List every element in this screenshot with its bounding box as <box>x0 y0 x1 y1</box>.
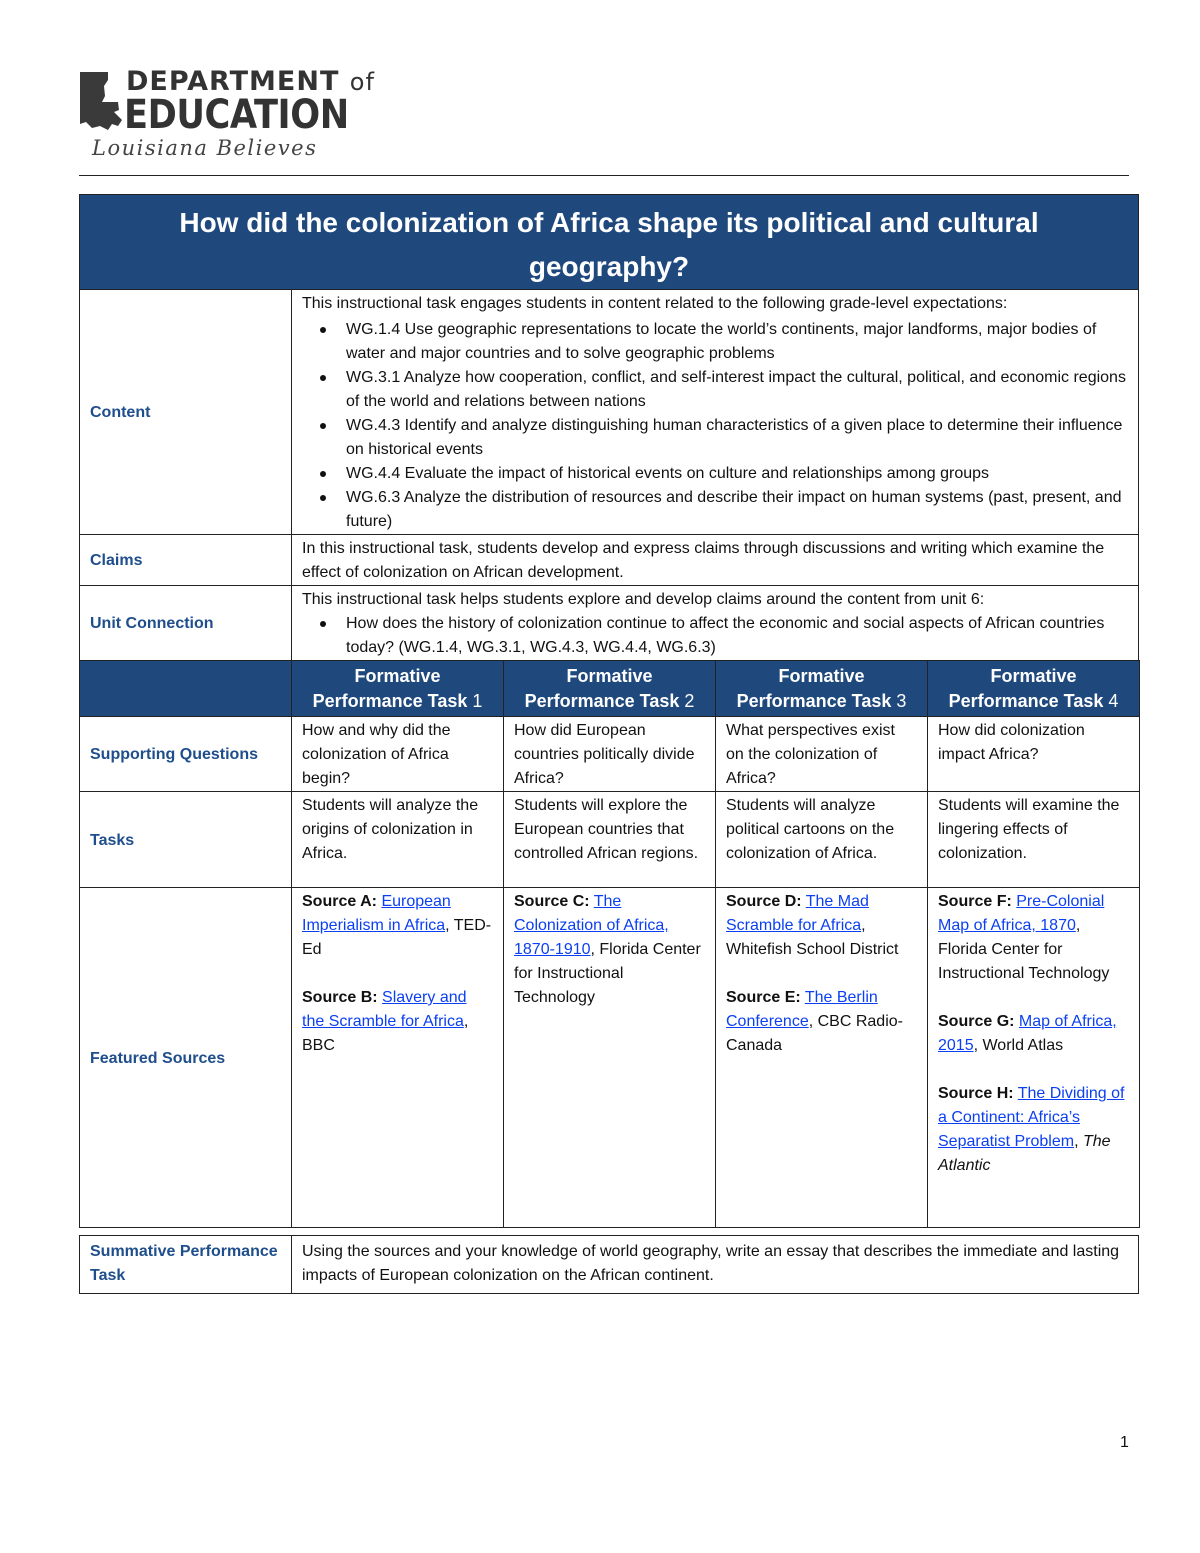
task-2-sources <box>504 888 716 1228</box>
source-a-link[interactable]: European Imperialism in Africa <box>302 893 451 934</box>
summative-label: Summative Performance Task <box>80 1236 292 1294</box>
unit-connection-label: Unit Connection <box>80 586 292 661</box>
header-divider <box>79 175 1129 176</box>
summative-text: Using the sources and your knowledge of world geography, write an essay that describes the immediate and lasting impacts of European colonization on the African continent. <box>292 1236 1139 1294</box>
logo-department-text: DEPARTMENT of <box>126 66 375 97</box>
source-g-link[interactable]: Map of Africa, 2015 <box>938 1013 1117 1054</box>
task-3-sources <box>716 888 928 1228</box>
source-c-link[interactable]: The Colonization of Africa, 1870-1910 <box>514 893 669 958</box>
source-g: Source G: Map of Africa, 2015, World Atlas <box>938 1013 1117 1054</box>
source-b: Source B: Slavery and the Scramble for Africa, BBC <box>302 989 469 1054</box>
supporting-question-1: How and why did the colonization of Africa begin? <box>292 717 504 792</box>
supporting-question-2: How did European countries politically divide Africa? <box>504 717 716 792</box>
list-item: WG.4.4 Evaluate the impact of historical events on culture and relationships among groups <box>346 462 1128 486</box>
task-4-header: Formative Performance Task 4 <box>928 661 1140 717</box>
list-item: How does the history of colonization continue to affect the economic and social aspects of African countries today? (WG.1.4, WG.3.1, WG.4.3, WG.4.4, WG.6.3) <box>346 612 1128 660</box>
source-a: Source A: European Imperialism in Africa, TED-Ed <box>302 893 492 958</box>
content-list <box>302 318 1128 534</box>
source-c: Source C: The Colonization of Africa, 1870-1910, Florida Center for Instructional Technology <box>514 893 701 1006</box>
unit-connection-intro: This instructional task helps students explore and develop claims around the content from unit 6: <box>302 591 985 608</box>
task-4-text: Students will examine the lingering effects of colonization. <box>928 792 1140 888</box>
claims-label: Claims <box>80 535 292 586</box>
task-3-header: Formative Performance Task 3 <box>716 661 928 717</box>
logo-education-text: EDUCATION <box>124 92 349 138</box>
featured-sources-label: Featured Sources <box>80 888 292 1228</box>
task-2-header: Formative Performance Task 2 <box>504 661 716 717</box>
page-title: How did the colonization of Africa shape its political and cultural geography? <box>80 195 1139 290</box>
source-b-link[interactable]: Slavery and the Scramble for Africa <box>302 989 467 1030</box>
task-2-text: Students will explore the European countries that controlled African regions. <box>504 792 716 888</box>
source-d-link[interactable]: The Mad Scramble for Africa <box>726 893 869 934</box>
unit-connection-cell <box>292 586 1139 661</box>
source-f-link[interactable]: Pre-Colonial Map of Africa, 1870 <box>938 893 1105 934</box>
content-cell <box>292 290 1139 535</box>
task-1-sources <box>292 888 504 1228</box>
task-1-header: Formative Performance Task 1 <box>292 661 504 717</box>
content-intro: This instructional task engages students in content related to the following grade-level expectations: <box>302 295 1008 312</box>
source-h-link[interactable]: The Dividing of a Continent: Africa’s Separatist Problem <box>938 1085 1125 1150</box>
department-of-education-logo <box>78 66 375 166</box>
logo-tagline: Louisiana Believes <box>92 136 318 160</box>
tasks-label: Tasks <box>80 792 292 888</box>
louisiana-state-icon <box>78 70 122 136</box>
page-number: 1 <box>1120 1434 1129 1451</box>
header-blank-cell <box>80 661 292 717</box>
source-d: Source D: The Mad Scramble for Africa, Whitefish School District <box>726 893 899 958</box>
task-3-text: Students will analyze political cartoons on the colonization of Africa. <box>716 792 928 888</box>
task-1-text: Students will analyze the origins of colonization in Africa. <box>292 792 504 888</box>
list-item: WG.3.1 Analyze how cooperation, conflict, and self-interest impact the cultural, political, and economic regions of the world and relations between nations <box>346 366 1128 414</box>
supporting-question-3: What perspectives exist on the colonization of Africa? <box>716 717 928 792</box>
source-h: Source H: The Dividing of a Continent: Africa’s Separatist Problem, The Atlantic <box>938 1085 1125 1174</box>
supporting-question-4: How did colonization impact Africa? <box>928 717 1140 792</box>
source-e: Source E: The Berlin Conference, CBC Radio-Canada <box>726 989 903 1054</box>
unit-connection-list <box>302 612 1128 660</box>
summative-task-table <box>79 1235 1139 1294</box>
claims-text: In this instructional task, students develop and express claims through discussions and writing which examine the effect of colonization on African development. <box>292 535 1139 586</box>
list-item: WG.6.3 Analyze the distribution of resources and describe their impact on human systems (past, present, and future) <box>346 486 1128 534</box>
task-overview-table <box>79 194 1139 661</box>
source-e-link[interactable]: The Berlin Conference <box>726 989 878 1030</box>
supporting-questions-label: Supporting Questions <box>80 717 292 792</box>
task-4-sources <box>928 888 1140 1228</box>
formative-tasks-table <box>79 660 1140 1228</box>
source-f: Source F: Pre-Colonial Map of Africa, 1870, Florida Center for Instructional Technology <box>938 893 1110 982</box>
content-label: Content <box>80 290 292 535</box>
list-item: WG.1.4 Use geographic representations to locate the world’s continents, major landforms, major bodies of water and major countries and to solve geographic problems <box>346 318 1128 366</box>
list-item: WG.4.3 Identify and analyze distinguishing human characteristics of a given place to determine their influence on historical events <box>346 414 1128 462</box>
